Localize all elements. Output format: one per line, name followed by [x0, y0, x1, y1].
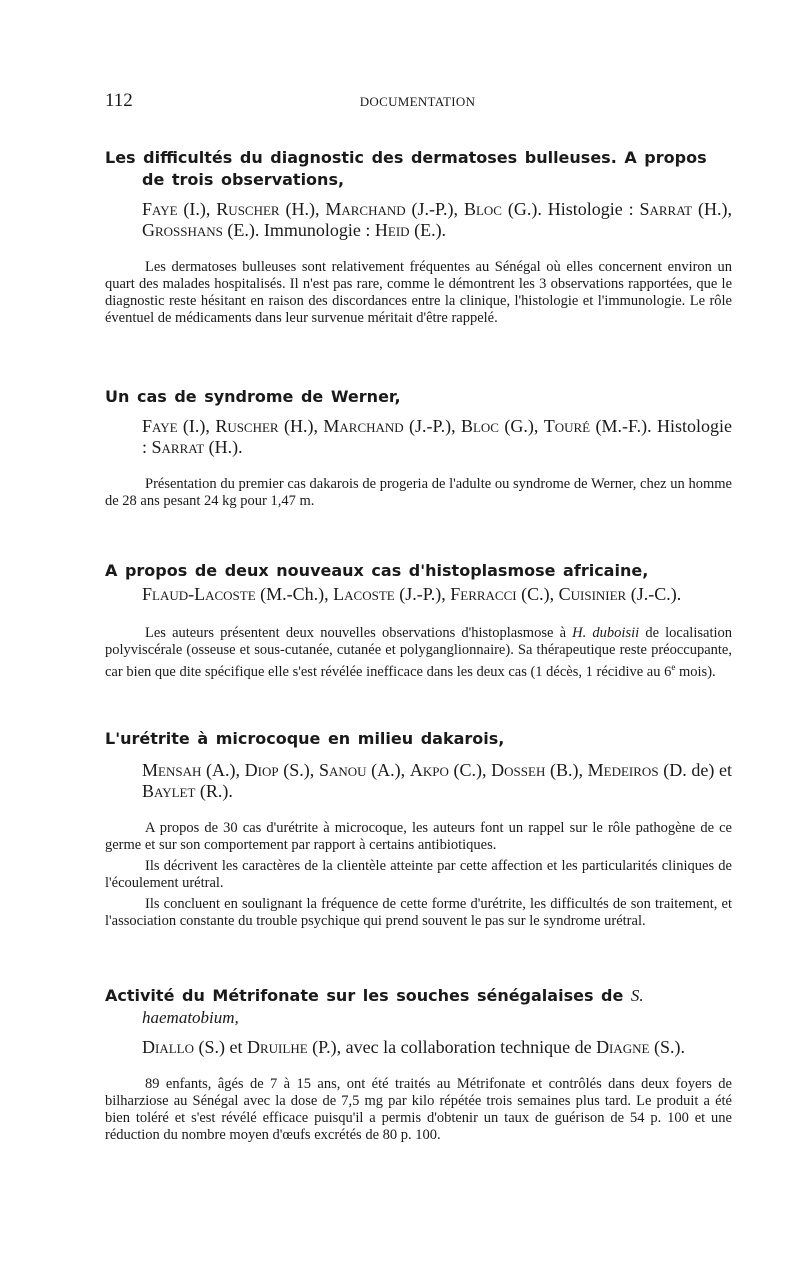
abstract-paragraph: Les dermatoses bulleuses sont relativement fréquentes au Sénégal où elles concernent environ un quart des malades hospitalisés. Il n'est pas rare, comme le démontrent les 3 observations rapportées, que le diagnostic reste hésitant en raison des discordances entre la clinique, l'histologie et l'immunologie. Le rôle éventuel de médicaments dans leur survenue méritait d'être rappelé. [105, 259, 732, 326]
author-initials: (B.), [545, 760, 588, 780]
author-name: Diallo [142, 1037, 194, 1057]
author-initials: (J.-P.), [405, 199, 464, 219]
author-name: Mensah [142, 760, 202, 780]
abstract-text: Les auteurs présentent deux nouvelles observations d'histoplasmose à [145, 625, 573, 641]
article-authors [142, 584, 732, 605]
author-initials: (J.-P.), [394, 584, 451, 604]
article-title: L'urétrite à microcoque en milieu dakarois, [105, 729, 505, 748]
author-initials: (S.) et [194, 1037, 247, 1057]
author-name: Marchand [325, 199, 406, 219]
author-initials: (I.), [177, 199, 217, 219]
author-name: Ruscher [215, 416, 279, 436]
abstract-paragraph [105, 625, 732, 681]
abstract-paragraph: Ils concluent en soulignant la fréquence de cette forme d'urétrite, les difficultés de son traitement, et l'association constante du trouble psychique qui prend souvent le pas sur le syndrome urétral. [105, 896, 732, 929]
author-initials: (A.), [201, 760, 245, 780]
article-abstract [105, 1076, 732, 1144]
author-initials: (I.), [177, 416, 216, 436]
author-name: Ruscher [216, 199, 280, 219]
author-name: Medeiros [587, 760, 659, 780]
page-number: 112 [105, 90, 133, 111]
author-name: Dosseh [491, 760, 546, 780]
author-initials: (M.-Ch.), [255, 584, 334, 604]
author-initials: (P.), avec la collaboration technique de [307, 1037, 597, 1057]
article-authors [142, 199, 732, 241]
author-name: Lacoste [333, 584, 395, 604]
article-abstract [105, 820, 732, 930]
author-initials: (C.), [448, 760, 492, 780]
author-name: Baylet [142, 781, 196, 801]
article-abstract [105, 625, 732, 681]
author-name: Akpo [409, 760, 449, 780]
article-title [105, 985, 732, 1029]
author-initials: (H.). [204, 437, 243, 457]
species-name: S. haematobium, [142, 986, 644, 1027]
author-name: Cuisinier [558, 584, 627, 604]
abstract-text: de localisation polyviscérale (osseuse et sous-cutanée, cutanée et polyganglionnaire). Sa thérapeutique reste préoccupante, car bien que dite spécifique elle s'est révélée inefficace dans les deux cas (1 décès, 1 récidive au 6 [105, 625, 733, 680]
author-name: Flaud-Lacoste [142, 584, 256, 604]
author-initials: (S.). [649, 1037, 685, 1057]
author-name: Druilhe [247, 1037, 308, 1057]
author-name: Sarrat [639, 199, 693, 219]
author-name: Ferracci [450, 584, 517, 604]
author-initials: (E.). [409, 220, 447, 240]
abstract-paragraph: Présentation du premier cas dakarois de progeria de l'adulte ou syndrome de Werner, chez un homme de 28 ans pesant 24 kg pour 1,47 m. [105, 476, 732, 509]
author-initials: (J.-C.). [626, 584, 682, 604]
article-authors [142, 1037, 732, 1058]
author-initials: (J.-P.), [403, 416, 461, 436]
author-initials: (R.). [195, 781, 233, 801]
author-name: Bloc [463, 199, 502, 219]
abstract-text: mois). [675, 663, 716, 680]
author-name: Sanou [318, 760, 367, 780]
abstract-paragraph: Ils décrivent les caractères de la clientèle atteinte par cette affection et les particularités cliniques de l'écoulement urétral. [105, 858, 732, 891]
abstract-paragraph: A propos de 30 cas d'urétrite à microcoque, les auteurs font un rappel sur le rôle pathogène de ce germe et sur son comportement par rapport à certains antibiotiques. [105, 820, 732, 853]
author-initials: (G.). Histologie : [501, 199, 640, 219]
article-authors [142, 416, 732, 458]
article-abstract [105, 476, 732, 510]
author-initials: (M.-F.). Histologie : [142, 416, 732, 457]
author-initials: (H.), [278, 416, 324, 436]
author-name: Touré [543, 416, 591, 436]
ordinal-superscript: e [671, 662, 676, 672]
author-initials: (C.), [516, 584, 559, 604]
author-initials: (E.). Immunologie : [222, 220, 375, 240]
article-dermatoses-bulleuses [105, 147, 732, 331]
article-abstract [105, 259, 732, 327]
author-name: Diop [244, 760, 279, 780]
article-uretrite [105, 728, 732, 934]
article-title-text: Activité du Métrifonate sur les souches sénégalaises de [105, 986, 624, 1005]
author-initials: (S.), [278, 760, 319, 780]
author-initials: (H.), [692, 199, 732, 219]
article-syndrome-werner [105, 386, 732, 514]
author-initials: (H.), [279, 199, 326, 219]
author-initials: (A.), [366, 760, 410, 780]
author-name: Diagne [596, 1037, 650, 1057]
page-header [105, 90, 730, 114]
author-name: Bloc [460, 416, 499, 436]
article-title: Un cas de syndrome de Werner, [105, 387, 401, 406]
article-title: A propos de deux nouveaux cas d'histoplasmose africaine, [105, 561, 649, 580]
author-name: Marchand [323, 416, 404, 436]
running-head: DOCUMENTATION [359, 94, 476, 109]
article-metrifonate [105, 985, 732, 1148]
species-name: H. duboisii [572, 625, 640, 641]
author-name: Faye [142, 199, 178, 219]
author-initials: (D. de) et [658, 760, 733, 780]
article-title: Les difficultés du diagnostic des dermatoses bulleuses. A propos de trois observations, [105, 148, 707, 189]
author-name: Sarrat [151, 437, 205, 457]
author-name: Heid [374, 220, 410, 240]
article-histoplasmose [105, 560, 732, 685]
author-name: Faye [142, 416, 178, 436]
author-name: Grosshans [142, 220, 223, 240]
abstract-paragraph: 89 enfants, âgés de 7 à 15 ans, ont été traités au Métrifonate et contrôlés dans deux foyers de bilharziose au Sénégal avec la dose de 7,5 mg par kilo répétée trois semaines plus tard. Le produit a été bien toléré et s'est révélé efficace puisqu'il a permis d'obtenir un taux de guérison de 54 p. 100 et une réduction du nombre moyen d'œufs excrétés de 80 p. 100. [105, 1076, 732, 1143]
author-initials: (G.), [498, 416, 544, 436]
article-authors [142, 760, 732, 802]
